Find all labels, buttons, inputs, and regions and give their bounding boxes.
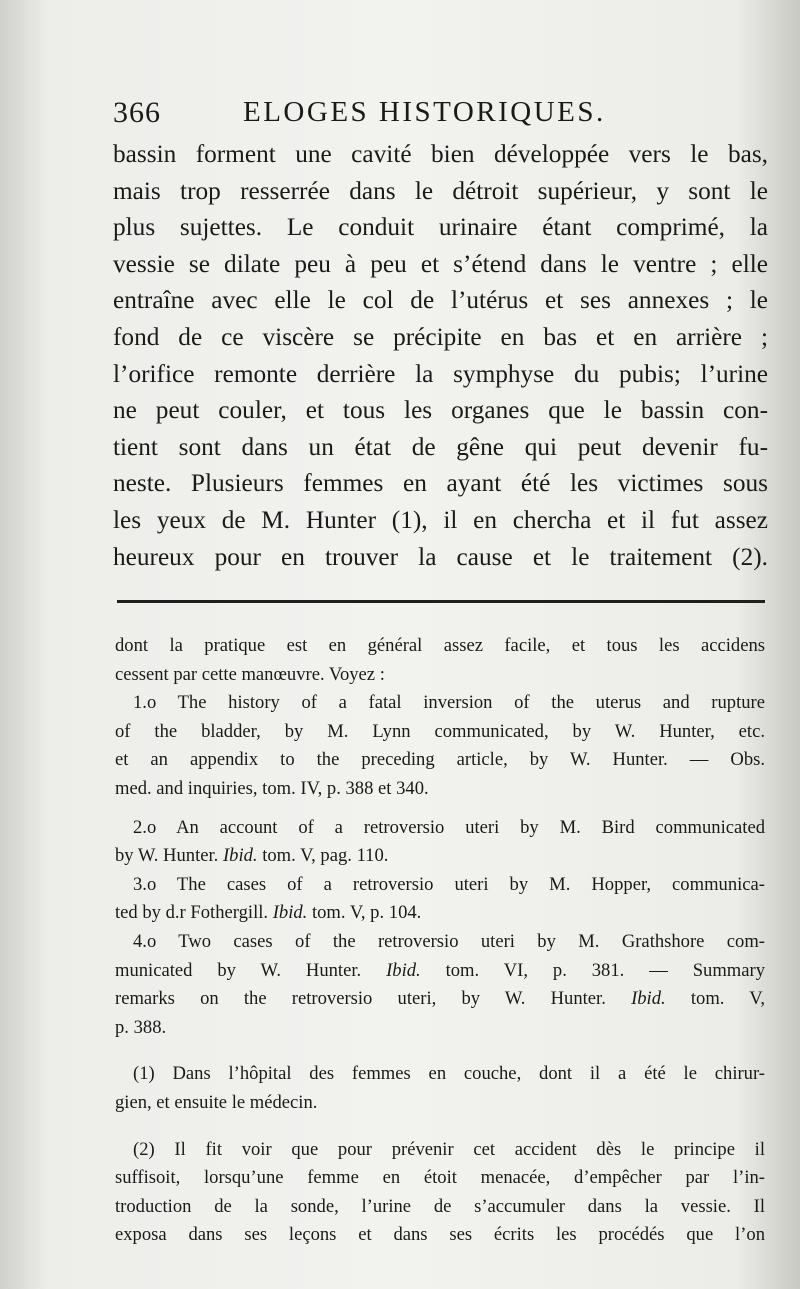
note-line: municated by W. Hunter. Ibid. tom. VI, p. 381. — Summary xyxy=(115,959,766,981)
footnote-2-line: troduction de la sonde, l’urine de s’accumuler dans la vessie. Il xyxy=(115,1195,765,1217)
text-line: tient sont dans un état de gêne qui peut devenir fu- xyxy=(113,432,768,461)
note-line: et an appendix to the preceding article, by W. Hunter. — Obs. xyxy=(115,749,765,771)
footnote-divider xyxy=(117,600,765,603)
note-line: 1.o The history of a fatal inversion of the uterus and rupture xyxy=(133,692,765,714)
note-line: ted by d.r Fothergill. Ibid. tom. V, p. 104. xyxy=(115,902,422,924)
text-line: neste. Plusieurs femmes en ayant été les victimes sous xyxy=(113,469,768,498)
text-line: bassin forment une cavité bien développée vers le bas, xyxy=(113,140,768,168)
running-title: ELOGES HISTORIQUES. xyxy=(243,96,606,128)
note-line: p. 388. xyxy=(115,1016,167,1038)
page-header xyxy=(113,96,763,136)
text-line: vessie se dilate peu à peu et s’étend dans le ventre ; elle xyxy=(113,249,768,278)
note-line: 2.o An account of a retroversio uteri by M. Bird communicated xyxy=(133,816,765,838)
note-line: cessent par cette manœuvre. Voyez : xyxy=(115,663,385,685)
text-line: fond de ce viscère se précipite en bas et en arrière ; xyxy=(113,322,768,351)
text-line: les yeux de M. Hunter (1), il en chercha et il fut assez xyxy=(113,505,768,534)
text-line: entraîne avec elle le col de l’utérus et ses annexes ; le xyxy=(113,286,768,315)
text-line: mais trop resserrée dans le détroit supérieur, y sont le xyxy=(113,176,768,205)
note-line: of the bladder, by M. Lynn communicated, by W. Hunter, etc. xyxy=(115,720,765,742)
note-line: dont la pratique est en général assez facile, et tous les accidens xyxy=(115,635,765,656)
note-line: remarks on the retroversio uteri, by W. Hunter. Ibid. tom. V, xyxy=(115,988,765,1010)
text-line: heureux pour en trouver la cause et le traitement (2). xyxy=(113,542,768,571)
footnote-2-line: suffisoit, lorsqu’une femme en étoit menacée, d’empêcher par l’in- xyxy=(115,1167,765,1189)
text-line: l’orifice remonte derrière la symphyse du pubis; l’urine xyxy=(113,359,768,388)
text-line: plus sujettes. Le conduit urinaire étant comprimé, la xyxy=(113,213,768,242)
footnote-2-line: (2) Il fit voir que pour prévenir cet accident dès le principe il xyxy=(133,1138,765,1160)
text-line: ne peut couler, et tous les organes que le bassin con- xyxy=(113,396,768,425)
footnotes xyxy=(115,632,765,1250)
footnote-2-line: exposa dans ses leçons et dans ses écrits les procédés que l’on xyxy=(115,1224,765,1246)
page-number: 366 xyxy=(113,96,161,129)
note-line: 4.o Two cases of the retroversio uteri by M. Grathshore com- xyxy=(133,930,765,952)
note-line: 3.o The cases of a retroversio uteri by M. Hopper, communica- xyxy=(133,873,765,895)
footnote-1-line: gien, et ensuite le médecin. xyxy=(115,1091,318,1113)
main-text xyxy=(113,136,768,575)
footnote-1-line: (1) Dans l’hôpital des femmes en couche, dont il a été le chirur- xyxy=(133,1063,765,1085)
note-line: med. and inquiries, tom. IV, p. 388 et 340. xyxy=(115,777,429,799)
note-line: by W. Hunter. Ibid. tom. V, pag. 110. xyxy=(115,845,389,867)
